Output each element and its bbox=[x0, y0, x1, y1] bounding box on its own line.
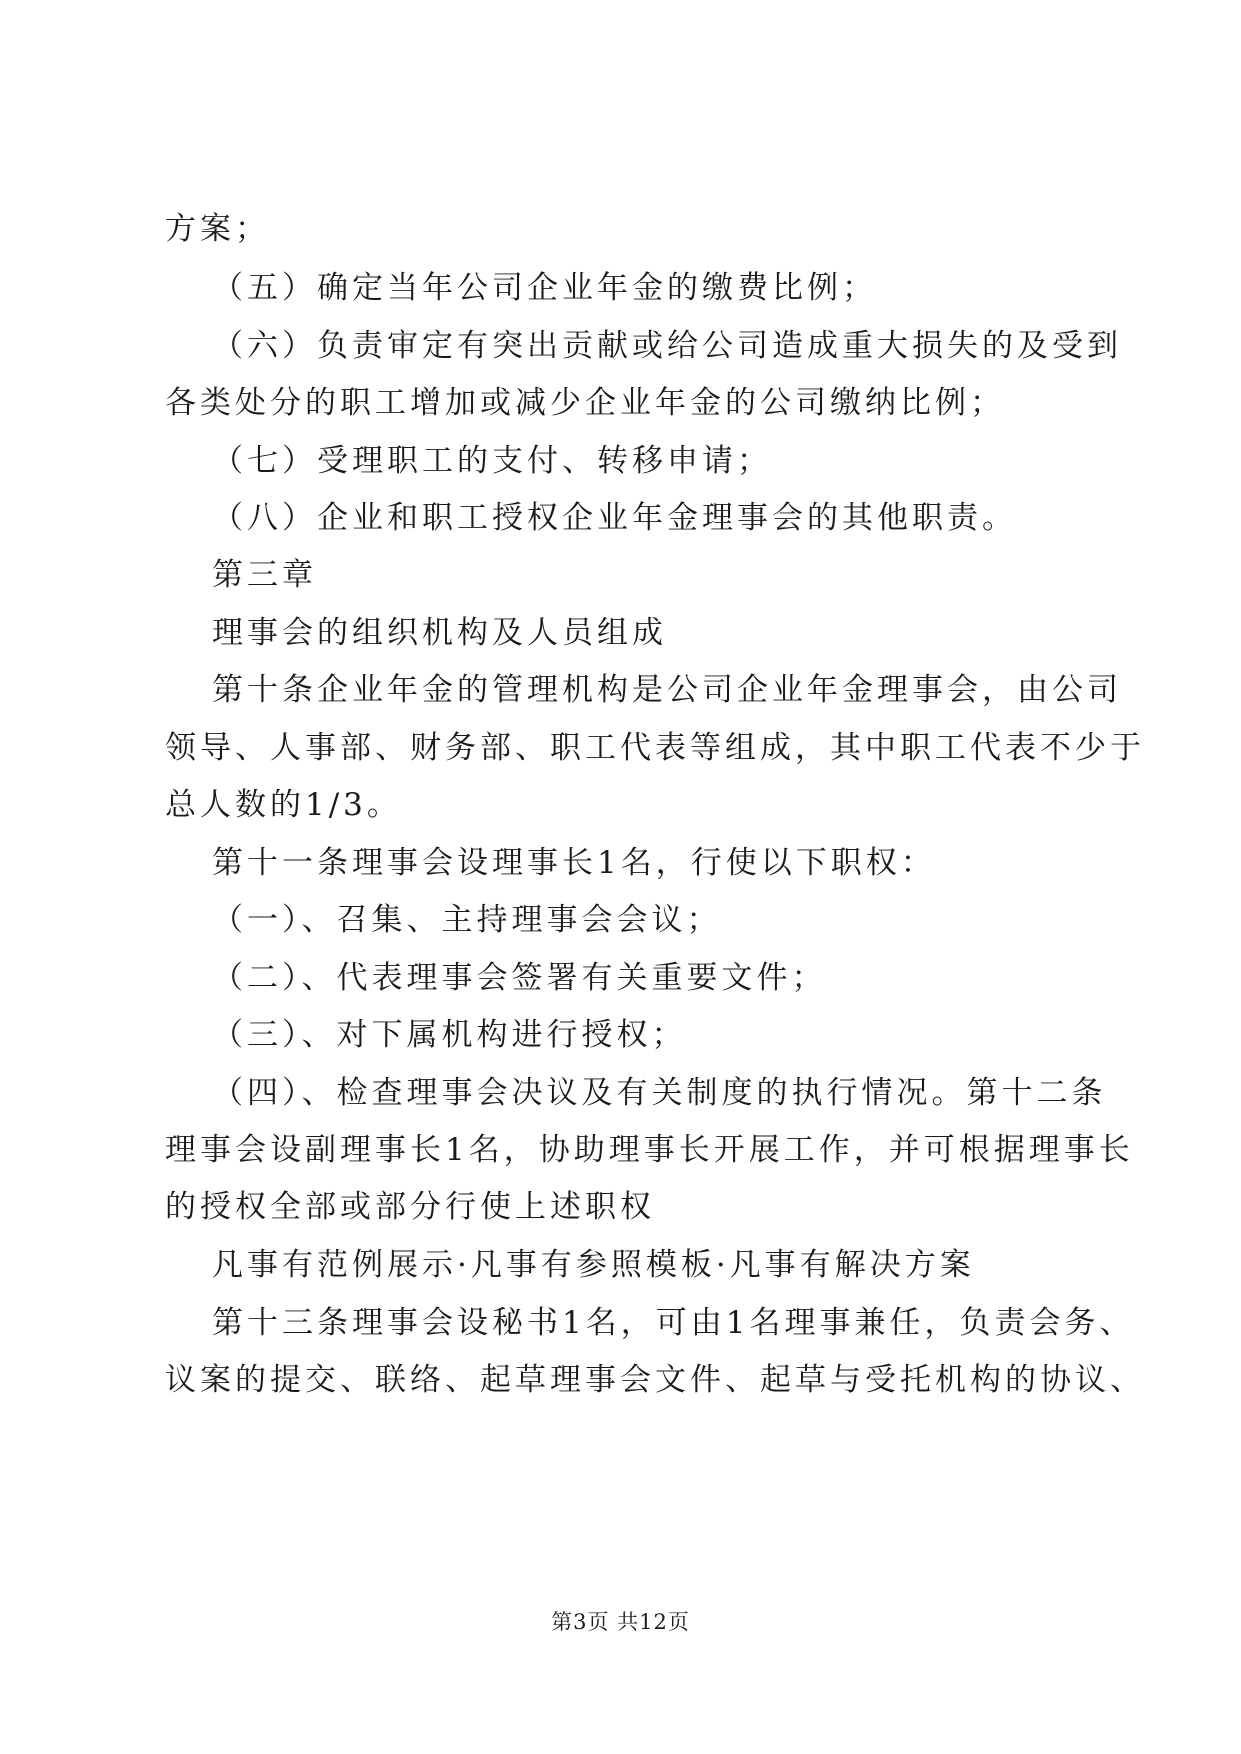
text-line: 议案的提交、联络、起草理事会文件、起草与受托机构的协议、 bbox=[165, 1362, 1145, 1398]
text-line: （七）受理职工的支付、转移申请； bbox=[212, 443, 772, 479]
text-line: （一）、召集、主持理事会会议； bbox=[212, 902, 722, 938]
text-line: 理事会设副理事长1名，协助理事长开展工作，并可根据理事长 bbox=[165, 1132, 1134, 1168]
text-line: 第十条企业年金的管理机构是公司企业年金理事会，由公司 bbox=[212, 672, 1122, 708]
slogan-line: 凡事有范例展示·凡事有参照模板·凡事有解决方案 bbox=[212, 1247, 975, 1283]
text-line: 方案； bbox=[165, 211, 270, 247]
text-line: 的授权全部或部分行使上述职权 bbox=[165, 1189, 655, 1225]
page-number-footer: 第3页 共12页 bbox=[551, 1610, 690, 1634]
text-line: （八）企业和职工授权企业年金理事会的其他职责。 bbox=[212, 500, 1017, 536]
text-line: （四）、检查理事会决议及有关制度的执行情况。第十二条 bbox=[212, 1075, 1107, 1111]
text-line: 总人数的1/3。 bbox=[165, 787, 402, 823]
chapter-heading: 第三章 bbox=[212, 557, 317, 593]
text-line: 领导、人事部、财务部、职工代表等组成，其中职工代表不少于 bbox=[165, 730, 1145, 766]
chapter-title: 理事会的组织机构及人员组成 bbox=[212, 615, 667, 651]
text-line: （二）、代表理事会签署有关重要文件； bbox=[212, 960, 827, 996]
text-line: （三）、对下属机构进行授权； bbox=[212, 1017, 687, 1053]
text-line: （六）负责审定有突出贡献或给公司造成重大损失的及受到 bbox=[212, 328, 1122, 364]
text-line: 各类处分的职工增加或减少企业年金的公司缴纳比例； bbox=[165, 385, 1005, 421]
text-line: （五）确定当年公司企业年金的缴费比例； bbox=[212, 270, 877, 306]
text-line: 第十一条理事会设理事长1名，行使以下职权： bbox=[212, 845, 936, 881]
text-line: 第十三条理事会设秘书1名，可由1名理事兼任，负责会务、 bbox=[212, 1305, 1135, 1341]
